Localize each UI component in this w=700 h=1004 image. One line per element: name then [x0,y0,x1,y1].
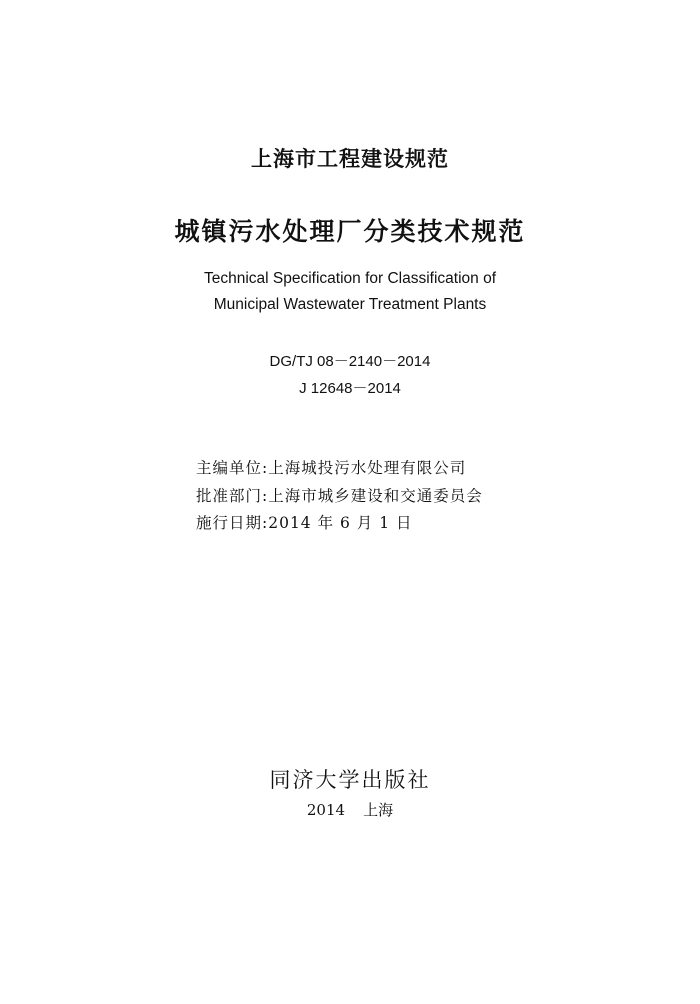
publication-year: 2014 [306,801,346,819]
publication-year-city [0,799,700,820]
series-title: 上海市工程建设规范 [251,147,449,171]
effective-date: 施行日期:2014 年 6 月 1 日 [196,514,413,532]
record-code: J 12648－2014 [299,380,401,397]
english-title-line-2: Municipal Wastewater Treatment Plants [213,296,487,313]
standard-code: DG/TJ 08－2140－2014 [269,353,431,370]
approval-department: 批准部门:上海市城乡建设和交通委员会 [196,487,483,505]
english-title-line-1: Technical Specification for Classification of [203,270,497,287]
editor-unit: 主编单位:上海城投污水处理有限公司 [196,459,467,477]
publication-city: 上海 [363,801,394,819]
publisher-name: 同济大学出版社 [269,768,431,792]
main-title: 城镇污水处理厂分类技术规范 [174,217,526,246]
